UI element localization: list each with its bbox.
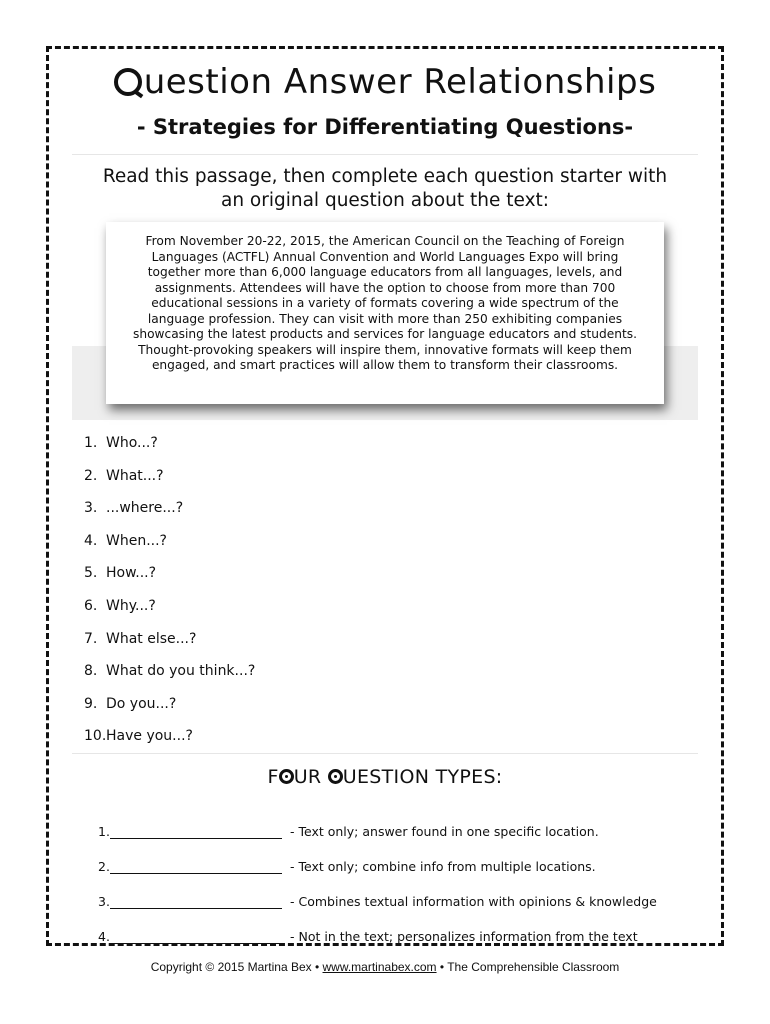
- question-types-list: [98, 804, 657, 944]
- list-item: 1. Who...?: [84, 435, 158, 451]
- list-item: 6. Why...?: [84, 597, 156, 614]
- list-item: 4. When...?: [84, 532, 167, 549]
- list-item: 4. - Not in the text; personalizes information from the text: [98, 929, 638, 944]
- list-item: 1. - Text only; answer found in one specific location.: [98, 824, 599, 839]
- answer-blank[interactable]: [110, 861, 282, 874]
- page-subtitle: - Strategies for Differentiating Questions-: [136, 115, 634, 139]
- answer-blank[interactable]: [110, 931, 282, 944]
- passage-text: From November 20-22, 2015, the American Council on the Teaching of Foreign Languages (ACTFL) Annual Convention and World Languages Expo will bring together more than 6,000 language educators from all languages, levels, and assignments. Attendees will have the option to choose from more than 700 educational sessions in a variety of formats covering a wide spectrum of the language profession. They can visit with more than 250 exhibiting companies showcasing the latest products and services for language educators and students. Thought-provoking speakers will inspire them, innovative formats will keep them engaged, and smart practices will allow them to transform their classrooms.: [133, 234, 637, 372]
- types-heading: F UR UESTION TYPES:: [267, 766, 503, 788]
- question-starter-list: [84, 433, 255, 759]
- answer-blank[interactable]: [110, 826, 282, 839]
- divider: [72, 753, 698, 754]
- list-item: 8. What do you think...?: [84, 663, 256, 680]
- passage-box: [106, 222, 664, 404]
- list-item: 7. What else...?: [84, 630, 197, 647]
- page-title: uestion Answer Relationships: [46, 62, 724, 102]
- list-item: 2. - Text only; combine info from multiple locations.: [98, 859, 596, 874]
- divider: [72, 154, 698, 155]
- q-circle-icon: [114, 68, 142, 96]
- q-circle-icon: [328, 769, 343, 784]
- list-item: 10. Have you...?: [84, 728, 193, 745]
- website-link[interactable]: www.martinabex.com: [322, 960, 437, 974]
- instructions: Read this passage, then complete each question starter with an original question about the text:: [102, 166, 668, 211]
- answer-blank[interactable]: [110, 896, 282, 909]
- footer: Copyright © 2015 Martina Bex • www.martinabex.com • The Comprehensible Classroom: [150, 960, 620, 974]
- o-circle-icon: [279, 769, 294, 784]
- list-item: 3. - Combines textual information with opinions & knowledge: [98, 894, 657, 909]
- list-item: 2. What...?: [84, 467, 164, 484]
- list-item: 5. How...?: [84, 565, 157, 582]
- list-item: 9. Do you...?: [84, 695, 177, 712]
- list-item: 3. ...where...?: [84, 500, 184, 517]
